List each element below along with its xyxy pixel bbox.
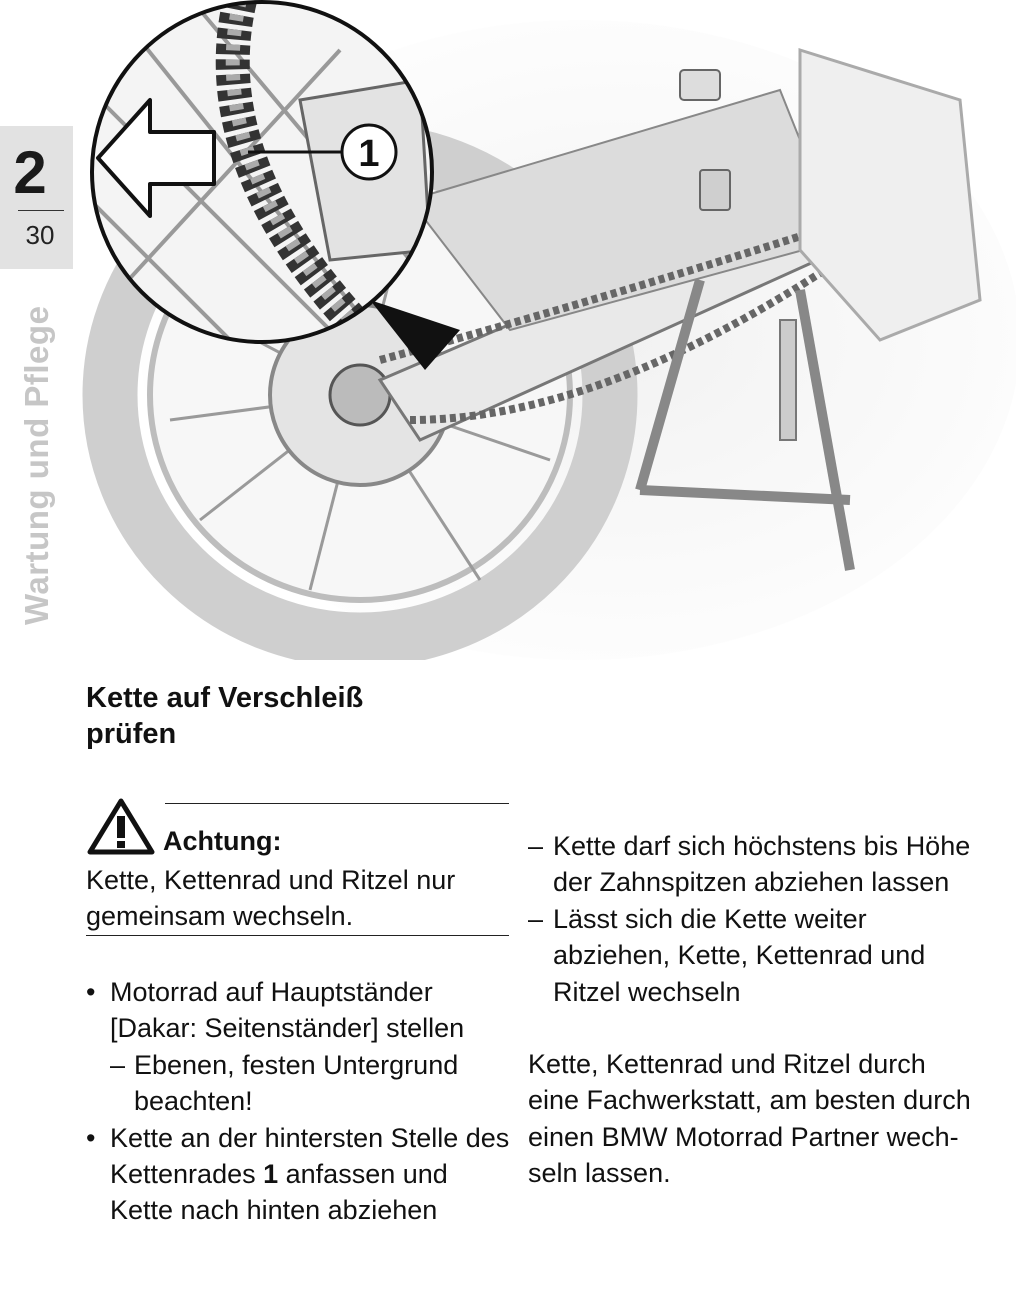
heading-line-2: prüfen <box>86 718 177 750</box>
chapter-number: 2 <box>13 139 47 206</box>
section-title: Wartung und Pflege <box>18 305 55 625</box>
warning-triangle-icon <box>86 796 156 856</box>
section-heading <box>86 680 506 752</box>
warning-title: Achtung: <box>163 826 282 856</box>
steps-right-column <box>528 828 978 1192</box>
closing-paragraph: Kette, Kettenrad und Ritzel durch eine Fachwerkstatt, am besten durch einen BMW Motorrad Partner wechseln lassen. <box>528 1049 971 1189</box>
step-subitem: – Ebenen, festen Untergrund beachten! <box>86 1047 516 1120</box>
warning-bottom-rule <box>86 935 509 936</box>
step-text: Kette an der hintersten Stelle des Kettenrades <box>110 1122 510 1190</box>
chapter-divider <box>18 210 64 211</box>
callout-number: 1 <box>358 133 380 175</box>
warning-text: Kette, Kettenrad und Ritzel nur gemeinsam wechseln. <box>86 865 456 931</box>
page-number: 30 <box>25 220 55 250</box>
step-subitem: – Kette darf sich höchstens bis Höhe der Zahnspitzen abziehen lassen <box>528 828 978 901</box>
step-subitem: – Lässt sich die Kette weiter abziehen, Kette, Kettenrad und Ritzel wechseln <box>528 901 978 1010</box>
step-item <box>86 1120 516 1229</box>
heading-line-1: Kette auf Verschleiß <box>86 682 364 714</box>
warning-top-rule <box>165 803 509 804</box>
steps-left-column <box>86 974 516 1229</box>
figure-reference: 1 <box>263 1159 279 1190</box>
step-text: anfassen und Kette nach hinten abziehen <box>110 1159 448 1226</box>
chain-illustration <box>80 0 1016 660</box>
step-item: • Motorrad auf Hauptständer [Dakar: Seitenständer] stellen <box>86 974 516 1047</box>
